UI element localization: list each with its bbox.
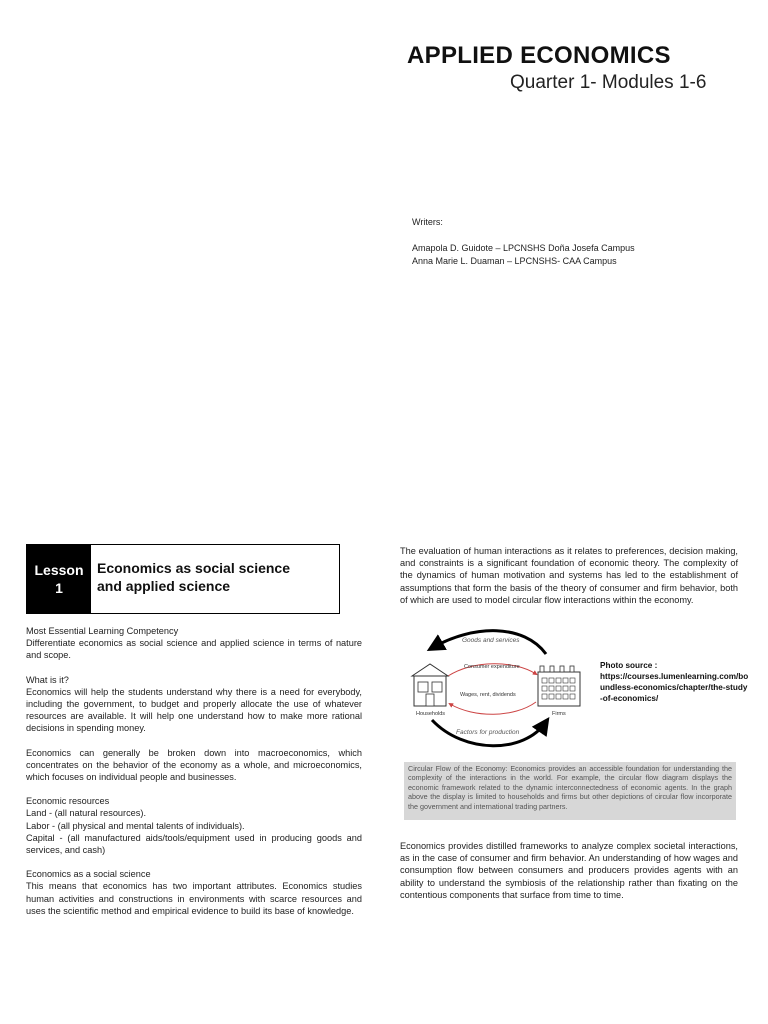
- resources-heading: Economic resources: [26, 796, 110, 807]
- social-text: This means that economics has two important attributes. Economics studies human activities and constructions in environments with scarce resources and uses the scientific method and empirical evidence to build its base of knowledge.: [26, 881, 362, 916]
- social-heading: Economics as a social science: [26, 869, 151, 880]
- resources-section: [26, 795, 362, 856]
- outro-paragraph: Economics provides distilled frameworks to analyze complex societal interactions, as in the case of consumer and firm behavior. An understanding of how wages and consumption flow between consumers and producers provides agents with an ability to understand the symbiosis of the relationship rather than fixating on the contentious components that surface from time to time.: [400, 841, 738, 900]
- lesson-title-line: Economics as social science: [97, 560, 290, 576]
- wages-label: Wages, rent, dividends: [460, 692, 516, 698]
- melc-heading: Most Essential Learning Competency: [26, 626, 179, 636]
- photo-source: [600, 660, 750, 704]
- diagram-caption: Circular Flow of the Economy: Economics provides an accessible foundation for understanding the complexity of the interactions in the world. For example, the circular flow diagram displays the economic framework related to the dynamic interconnectedness of economic agents. In the graph above the display is limited to households and firms but other depictions of circular flow incorporate the government and international trading partners.: [404, 762, 736, 820]
- resource-item: Land - (all natural resources).: [26, 808, 147, 819]
- writers-label: Writers:: [412, 217, 443, 227]
- wages-arrow: [450, 702, 536, 714]
- firms-label: Firms: [552, 711, 566, 717]
- lesson-title-line: and applied science: [97, 578, 231, 594]
- lesson-number-block: [27, 545, 91, 613]
- photo-source-label: Photo source :: [600, 661, 658, 670]
- lesson-word: Lesson: [34, 562, 84, 578]
- page-title: APPLIED ECONOMICS: [407, 42, 671, 69]
- households-icon: [412, 664, 448, 706]
- circular-flow-diagram: [404, 624, 598, 754]
- households-label: Households: [416, 711, 446, 717]
- goods-label: Goods and services: [462, 637, 520, 644]
- lesson-number: 1: [55, 580, 63, 596]
- writer-name: Anna Marie L. Duaman – LPCNSHS- CAA Campus: [412, 256, 617, 266]
- what-heading: What is it?: [26, 674, 69, 685]
- intro-paragraph: The evaluation of human interactions as it relates to preferences, decision making, and constraints is a significant foundation of economic theory. The complexity of the dynamics of human motivation and systems has led to the establishment of assumptions that form the basis of the theory of consumer and firm behavior, both of which are used to model circular flow interactions within the economy.: [400, 546, 738, 605]
- macro-micro-paragraph: Economics can generally be broken down into macroeconomics, which concentrates on the behavior of the economy as a whole, and microeconomics, which focuses on individual people and businesses.: [26, 747, 362, 783]
- resource-item: Capital - (all manufactured aids/tools/equipment used in producing goods and services, and cash): [26, 832, 362, 856]
- writers-block: [412, 216, 635, 268]
- lesson-header: [26, 544, 340, 614]
- what-text: Economics will help the students understand why there is a need for everybody, including the government, to budget and properly allocate the use of whatever resources are available. It will help one understand how to make more rational decisions in spending money.: [26, 686, 362, 734]
- left-column: [26, 625, 362, 929]
- page-subtitle: Quarter 1- Modules 1-6: [510, 72, 707, 93]
- consumer-label: Consumer expenditure: [464, 664, 520, 670]
- resource-item: Labor - (all physical and mental talents of individuals).: [26, 820, 245, 831]
- writer-name: Amapola D. Guidote – LPCNSHS Doña Josefa Campus: [412, 243, 635, 253]
- factors-label: Factors for production: [456, 729, 520, 736]
- melc-text: Differentiate economics as social science and applied science in terms of nature and scope.: [26, 638, 362, 661]
- photo-source-url: https://courses.lumenlearning.com/boundless-economics/chapter/the-study-of-economics/: [600, 672, 749, 703]
- lesson-title: [91, 545, 339, 613]
- what-is-it-section: [26, 674, 362, 735]
- melc-section: [26, 625, 362, 662]
- firms-icon: [538, 666, 580, 706]
- social-science-section: [26, 868, 362, 917]
